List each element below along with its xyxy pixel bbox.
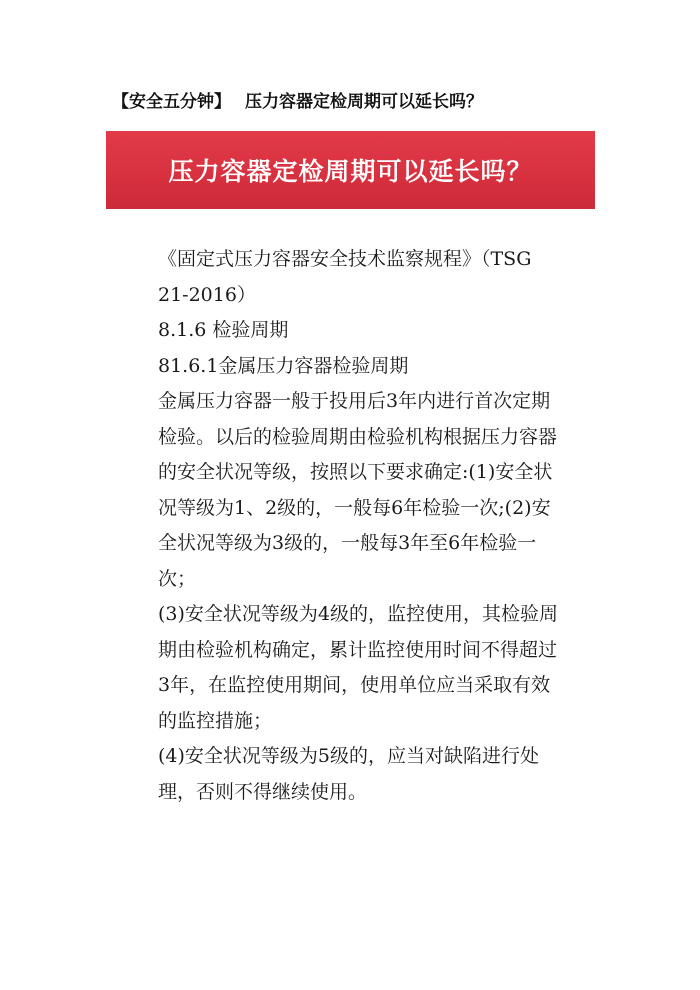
page-heading — [112, 90, 632, 114]
paragraph: (3)安全状况等级为4级的，监控使用，其检验周期由检验机构确定，累计监控使用时间不得超过3年，在监控使用期间，使用单位应当采取有效的监控措施； — [158, 603, 559, 732]
heading-title: 压力容器定检周期可以延长吗？ — [245, 92, 483, 112]
title-banner — [106, 131, 595, 209]
paragraph: (4)安全状况等级为5级的，应当对缺陷进行处理，否则不得继续使用。 — [158, 745, 540, 803]
paragraph: 金属压力容器一般于投用后3年内进行首次定期检验。以后的检验周期由检验机构根据压力容器的安全状况等级，按照以下要求确定:(1)安全状况等级为1、2级的，一般每6年检验一次;(2)安全状况等级为3级的，一般每3年至6年检验一次； — [158, 390, 558, 590]
banner-title: 压力容器定检周期可以延长吗？ — [168, 157, 533, 186]
subsection-heading: 81.6.1金属压力容器检验周期 — [158, 354, 409, 377]
heading-tag: 【安全五分钟】 — [112, 92, 231, 112]
article-body — [158, 242, 558, 810]
regulation-reference: 《固定式压力容器安全技术监察规程》（TSG 21-2016） — [158, 248, 532, 306]
section-heading: 8.1.6 检验周期 — [158, 319, 289, 341]
